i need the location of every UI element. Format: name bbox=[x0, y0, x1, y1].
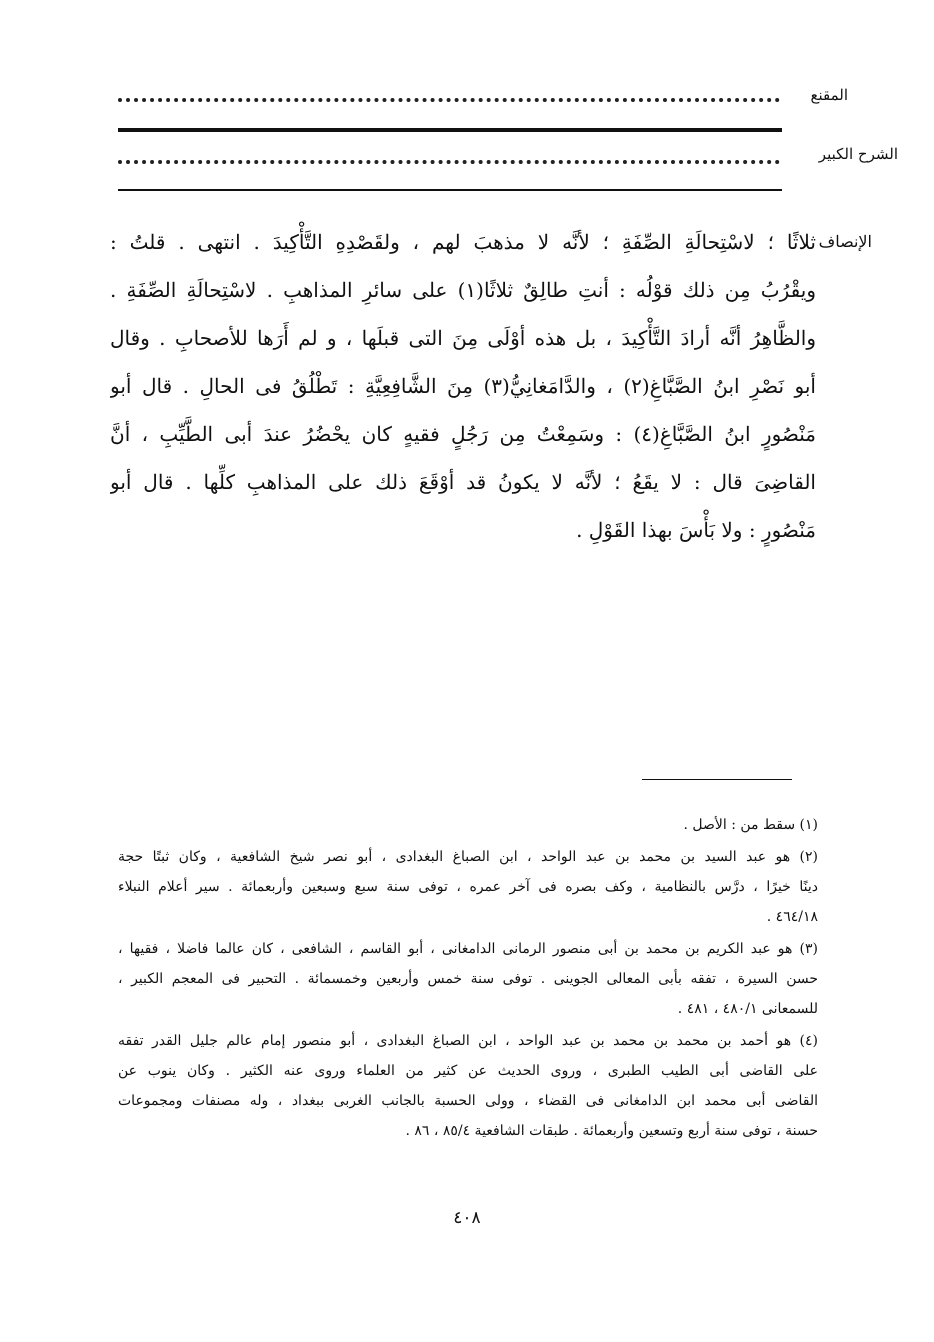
footnote-2 bbox=[118, 842, 818, 932]
sharh-header-label: الشرح الكبير bbox=[818, 145, 898, 163]
footnote-1 bbox=[118, 810, 818, 840]
main-text bbox=[110, 218, 816, 554]
footnote-line: (٤) هو أحمد بن محمد بن محمد بن عبد الواحد ، ابن الصباغ البغدادى ، أبو منصور إمام عالم جليل القدر تفقه bbox=[118, 1033, 818, 1049]
text-line: أبو نَصْرِ ابنُ الصَّبَّاغِ(٢) ، والدَّامَغانِيُّ(٣) مِنَ الشَّافِعِيَّةِ : تَطْلُقُ فى الحالِ . قال أبو bbox=[110, 374, 816, 398]
footnote-line: دينًا خيرًا ، درَّس بالنظامية ، وكف بصره فى آخر عمره ، توفى سنة سبع وسبعين وأربعمائة . سير أعلام النبلاء bbox=[118, 879, 818, 895]
sharh-divider bbox=[118, 189, 782, 191]
footnote-line: حسنة ، توفى سنة أربع وتسعين وأربعمائة . طبقات الشافعية ٨٥/٤ ، ٨٦ . bbox=[405, 1123, 818, 1139]
text-line: القاضِىَ قال : لا يقَعُ ؛ لأنَّه لا يكونُ قد أوْقَعَ ذلك على المذاهبِ كلِّها . قال أبو bbox=[110, 470, 816, 494]
footnote-line: القاضى أبى محمد ابن الدامغانى فى القضاء ، وولى الحسبة بالجانب الغربى ببغداد ، وله مصنفات ومجموعات bbox=[118, 1093, 818, 1109]
text-line: والظَّاهِرُ أنَّه أرادَ التَّأْكِيدَ ، بل هذه أوْلَى مِنَ التى قبلَها ، و لم أَرَها للأصحابِ . وقال bbox=[110, 326, 816, 350]
page-number: ٤٠٨ bbox=[453, 1208, 481, 1228]
footnote-line: (٣) هو عبد الكريم بن محمد بن أبى منصور الرمانى الدامغانى ، أبو القاسم ، الشافعى ، كان عالما فاضلا ، فقيها ، bbox=[118, 941, 818, 957]
text-line: مَنْصُورٍ ابنُ الصَّبَّاغِ(٤) : وسَمِعْتُ مِن رَجُلٍ فقيهٍ كان يحْضُرُ عندَ أبى الطَّيِّبِ ، أنَّ bbox=[110, 422, 816, 446]
footnote-line: على القاضى أبى الطيب الطبرى ، وروى الحديث عن كثير من العلماء وروى عنه الكثير . وكان ينوب عن bbox=[118, 1063, 818, 1079]
footnote-line: (٢) هو عبد السيد بن محمد بن عبد الواحد ، ابن الصباغ البغدادى ، أبو نصر شيخ الشافعية ، وكان ثبتًا حجة bbox=[118, 849, 818, 865]
sharh-dotted-line bbox=[118, 160, 780, 164]
footnotes bbox=[118, 810, 818, 1148]
text-line: مَنْصُورٍ : ولا بَأْسَ بهذا القَوْلِ . bbox=[576, 518, 816, 542]
footnote-line: (١) سقط من : الأصل . bbox=[683, 817, 818, 833]
muqni-header-label: المقنع bbox=[810, 86, 848, 104]
header-divider bbox=[118, 128, 782, 132]
insaf-side-label: الإنصاف bbox=[818, 232, 872, 251]
footnote-line: ٤٦٤/١٨ . bbox=[766, 909, 818, 925]
muqni-dotted-line bbox=[118, 98, 780, 102]
footnote-4 bbox=[118, 1026, 818, 1146]
text-line: ويقْرُبُ مِن ذلك قوْلُه : أنتِ طالِقٌ ثلاثًا(١) على سائرِ المذاهبِ . لاسْتِحالَةِ الصِّفَةِ . bbox=[110, 278, 816, 302]
footnote-line: حسن السيرة ، تفقه بأبى المعالى الجوينى . توفى سنة خمس وأربعين وخمسمائة . التحبير فى المعجم الكبير ، bbox=[118, 971, 818, 987]
footnote-3 bbox=[118, 934, 818, 1024]
footnote-separator bbox=[642, 779, 792, 780]
text-line: ثلاثًا ؛ لاسْتِحالَةِ الصِّفَةِ ؛ لأنَّه لا مذهبَ لهم ، ولقَصْدِهِ التَّأْكِيدَ . انتهى . قلتُ : bbox=[110, 230, 816, 254]
footnote-line: للسمعانى ٤٨٠/١ ، ٤٨١ . bbox=[677, 1001, 818, 1017]
